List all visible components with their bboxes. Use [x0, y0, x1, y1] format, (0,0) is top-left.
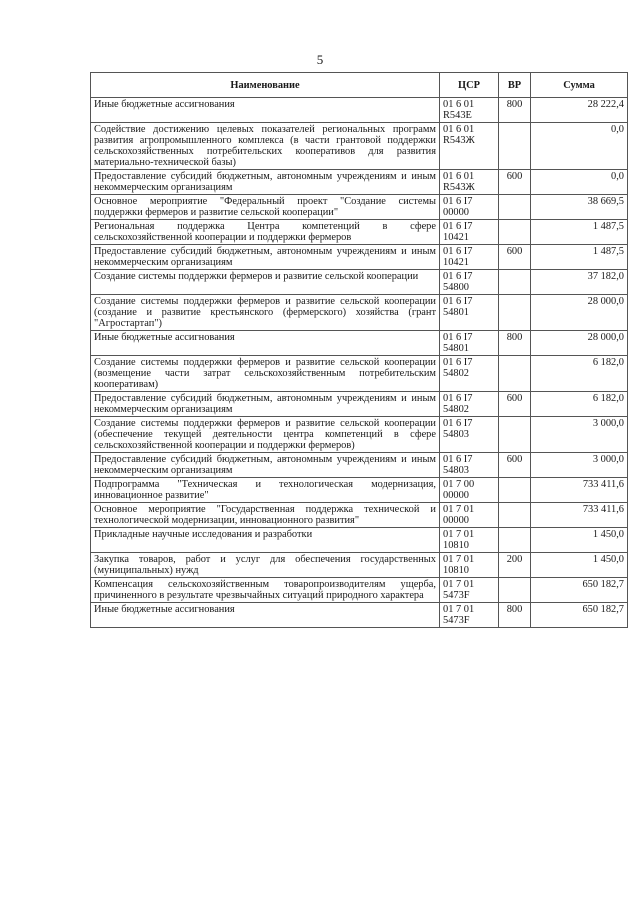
table-row — [91, 220, 628, 245]
cell-vr — [499, 356, 531, 392]
cell-csr: 01 7 01 10810 — [440, 553, 499, 578]
header-vr: ВР — [499, 73, 531, 98]
table-header-row — [91, 73, 628, 98]
cell-csr: 01 7 01 5473F — [440, 603, 499, 628]
cell-csr: 01 6 I7 54801 — [440, 295, 499, 331]
cell-sum: 1 450,0 — [531, 528, 628, 553]
budget-table — [90, 72, 628, 628]
cell-vr: 800 — [499, 98, 531, 123]
cell-csr: 01 6 I7 54802 — [440, 392, 499, 417]
cell-csr: 01 6 I7 54802 — [440, 356, 499, 392]
cell-vr: 600 — [499, 170, 531, 195]
cell-vr — [499, 220, 531, 245]
cell-csr: 01 6 I7 54800 — [440, 270, 499, 295]
table-row — [91, 603, 628, 628]
cell-name: Основное мероприятие "Государственная поддержка технической и технологической модернизации, инновационного развития" — [91, 503, 440, 528]
table-row — [91, 503, 628, 528]
table-row — [91, 195, 628, 220]
table-row — [91, 245, 628, 270]
cell-sum: 1 487,5 — [531, 220, 628, 245]
table-row — [91, 417, 628, 453]
cell-csr: 01 6 I7 10421 — [440, 245, 499, 270]
cell-sum: 650 182,7 — [531, 578, 628, 603]
cell-vr — [499, 528, 531, 553]
table-row — [91, 270, 628, 295]
cell-vr — [499, 123, 531, 170]
cell-sum: 733 411,6 — [531, 478, 628, 503]
cell-vr — [499, 578, 531, 603]
cell-vr: 600 — [499, 453, 531, 478]
cell-sum: 733 411,6 — [531, 503, 628, 528]
cell-name: Прикладные научные исследования и разработки — [91, 528, 440, 553]
cell-vr — [499, 478, 531, 503]
cell-csr: 01 6 01 R543E — [440, 98, 499, 123]
cell-csr: 01 6 01 R543Ж — [440, 123, 499, 170]
cell-vr — [499, 270, 531, 295]
cell-name: Иные бюджетные ассигнования — [91, 98, 440, 123]
cell-csr: 01 7 01 5473F — [440, 578, 499, 603]
cell-name: Создание системы поддержки фермеров и развитие сельской кооперации (возмещение части затрат сельскохозяйственным потребительским кооперативам) — [91, 356, 440, 392]
table-row — [91, 170, 628, 195]
table-body — [91, 98, 628, 628]
cell-name: Региональная поддержка Центра компетенций в сфере сельскохозяйственной кооперации и поддержки фермеров — [91, 220, 440, 245]
cell-sum: 28 000,0 — [531, 331, 628, 356]
cell-vr — [499, 503, 531, 528]
cell-csr: 01 6 I7 54801 — [440, 331, 499, 356]
cell-csr: 01 7 01 10810 — [440, 528, 499, 553]
cell-csr: 01 6 I7 54803 — [440, 453, 499, 478]
cell-sum: 37 182,0 — [531, 270, 628, 295]
cell-sum: 38 669,5 — [531, 195, 628, 220]
cell-csr: 01 6 I7 00000 — [440, 195, 499, 220]
cell-sum: 1 487,5 — [531, 245, 628, 270]
table-row — [91, 528, 628, 553]
cell-name: Основное мероприятие "Федеральный проект "Создание системы поддержки фермеров и развитие сельской кооперации" — [91, 195, 440, 220]
cell-name: Содействие достижению целевых показателей региональных программ развития агропромышленного комплекса (в части грантовой поддержки сельскохозяйственных потребительских кооперативов для развития материально-технической базы) — [91, 123, 440, 170]
cell-vr: 800 — [499, 603, 531, 628]
cell-csr: 01 7 00 00000 — [440, 478, 499, 503]
cell-name: Создание системы поддержки фермеров и развитие сельской кооперации — [91, 270, 440, 295]
table-row — [91, 98, 628, 123]
cell-name: Предоставление субсидий бюджетным, автономным учреждениям и иным некоммерческим организациям — [91, 245, 440, 270]
cell-csr: 01 6 01 R543Ж — [440, 170, 499, 195]
table-row — [91, 453, 628, 478]
cell-vr — [499, 295, 531, 331]
table-row — [91, 295, 628, 331]
cell-sum: 0,0 — [531, 170, 628, 195]
table-row — [91, 123, 628, 170]
cell-csr: 01 6 I7 10421 — [440, 220, 499, 245]
cell-name: Предоставление субсидий бюджетным, автономным учреждениям и иным некоммерческим организациям — [91, 453, 440, 478]
header-csr: ЦСР — [440, 73, 499, 98]
cell-sum: 650 182,7 — [531, 603, 628, 628]
cell-vr: 600 — [499, 392, 531, 417]
cell-csr: 01 6 I7 54803 — [440, 417, 499, 453]
cell-sum: 28 000,0 — [531, 295, 628, 331]
cell-name: Компенсация сельскохозяйственным товаропроизводителям ущерба, причиненного в результате чрезвычайных ситуаций природного характера — [91, 578, 440, 603]
cell-name: Подпрограмма "Техническая и технологическая модернизация, инновационное развитие" — [91, 478, 440, 503]
cell-name: Закупка товаров, работ и услуг для обеспечения государственных (муниципальных) нужд — [91, 553, 440, 578]
cell-sum: 6 182,0 — [531, 392, 628, 417]
cell-vr — [499, 417, 531, 453]
cell-sum: 3 000,0 — [531, 453, 628, 478]
table-row — [91, 478, 628, 503]
cell-name: Создание системы поддержки фермеров и развитие сельской кооперации (создание и развитие крестьянского (фермерского) хозяйства (грант "Агростартап") — [91, 295, 440, 331]
cell-sum: 0,0 — [531, 123, 628, 170]
cell-csr: 01 7 01 00000 — [440, 503, 499, 528]
header-name: Наименование — [91, 73, 440, 98]
table-row — [91, 331, 628, 356]
cell-name: Предоставление субсидий бюджетным, автономным учреждениям и иным некоммерческим организациям — [91, 170, 440, 195]
table-row — [91, 578, 628, 603]
cell-sum: 1 450,0 — [531, 553, 628, 578]
page-number: 5 — [316, 52, 324, 67]
cell-vr: 200 — [499, 553, 531, 578]
cell-name: Иные бюджетные ассигнования — [91, 603, 440, 628]
table-row — [91, 553, 628, 578]
header-sum: Сумма — [531, 73, 628, 98]
cell-name: Иные бюджетные ассигнования — [91, 331, 440, 356]
cell-sum: 6 182,0 — [531, 356, 628, 392]
table-row — [91, 356, 628, 392]
cell-name: Создание системы поддержки фермеров и развитие сельской кооперации (обеспечение текущей деятельности центра компетенций в сфере сельскохозяйственной кооперации и поддержки фермеров) — [91, 417, 440, 453]
cell-vr: 600 — [499, 245, 531, 270]
cell-vr — [499, 195, 531, 220]
cell-sum: 3 000,0 — [531, 417, 628, 453]
table-row — [91, 392, 628, 417]
cell-vr: 800 — [499, 331, 531, 356]
cell-sum: 28 222,4 — [531, 98, 628, 123]
cell-name: Предоставление субсидий бюджетным, автономным учреждениям и иным некоммерческим организациям — [91, 392, 440, 417]
